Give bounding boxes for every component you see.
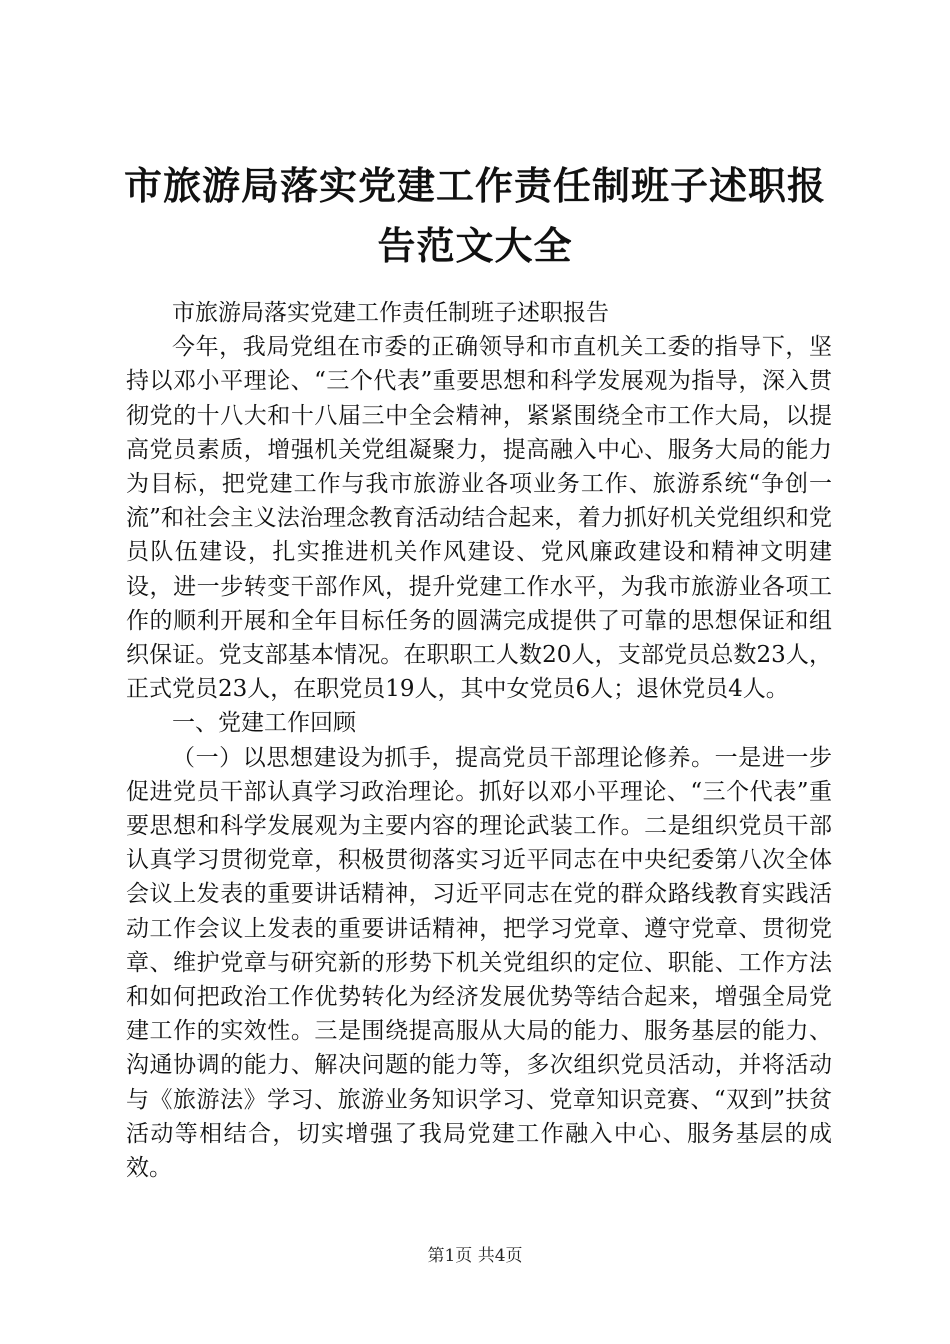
intro-paragraph: 今年，我局党组在市委的正确领导和市直机关工委的指导下，坚持以邓小平理论、“三个代表”重要思想和科学发展观为指导，深入贯彻党的十八大和十八届三中全会精神，紧紧围绕全市工作大局，以提高党员素质，增强机关党组凝聚力，提高融入中心、服务大局的能力为目标，把党建工作与我市旅游业各项业务工作、旅游系统“争创一流”和社会主义法治理念教育活动结合起来，着力抓好机关党组织和党员队伍建设，扎实推进机关作风建设、党风廉政建设和精神文明建设，进一步转变干部作风，提升党建工作水平，为我市旅游业各项工作的顺利开展和全年目标任务的圆满完成提供了可靠的思想保证和组织保证。党支部基本情况。在职职工人数20人，支部党员总数23人，正式党员23人，在职党员19人，其中女党员6人；退休党员4人。 [126, 334, 832, 703]
section-heading: 一、党建工作回顾 [172, 710, 356, 737]
report-subtitle: 市旅游局落实党建工作责任制班子述职报告 [172, 300, 609, 326]
document-title: 市旅游局落实党建工作责任制班子述职报告范文大全 [123, 163, 826, 268]
document-body [126, 296, 832, 1185]
page-number: 第1页 共4页 [427, 1246, 523, 1266]
section-paragraph: （一）以思想建设为抓手，提高党员干部理论修养。一是进一步促进党员干部认真学习政治理论。抓好以邓小平理论、“三个代表”重要思想和科学发展观为主要内容的理论武装工作。二是组织党员干部认真学习贯彻党章，积极贯彻落实习近平同志在中央纪委第八次全体会议上发表的重要讲话精神，习近平同志在党的群众路线教育实践活动工作会议上发表的重要讲话精神，把学习党章、遵守党章、贯彻党章、维护党章与研究新的形势下机关党组织的定位、职能、工作方法和如何把政治工作优势转化为经济发展优势等结合起来，增强全局党建工作的实效性。三是围绕提高服从大局的能力、服务基层的能力、沟通协调的能力、解决问题的能力等，多次组织党员活动，并将活动与《旅游法》学习、旅游业务知识学习、党章知识竞赛、“双到”扶贫活动等相结合，切实增强了我局党建工作融入中心、服务基层的成效。 [126, 744, 832, 1182]
